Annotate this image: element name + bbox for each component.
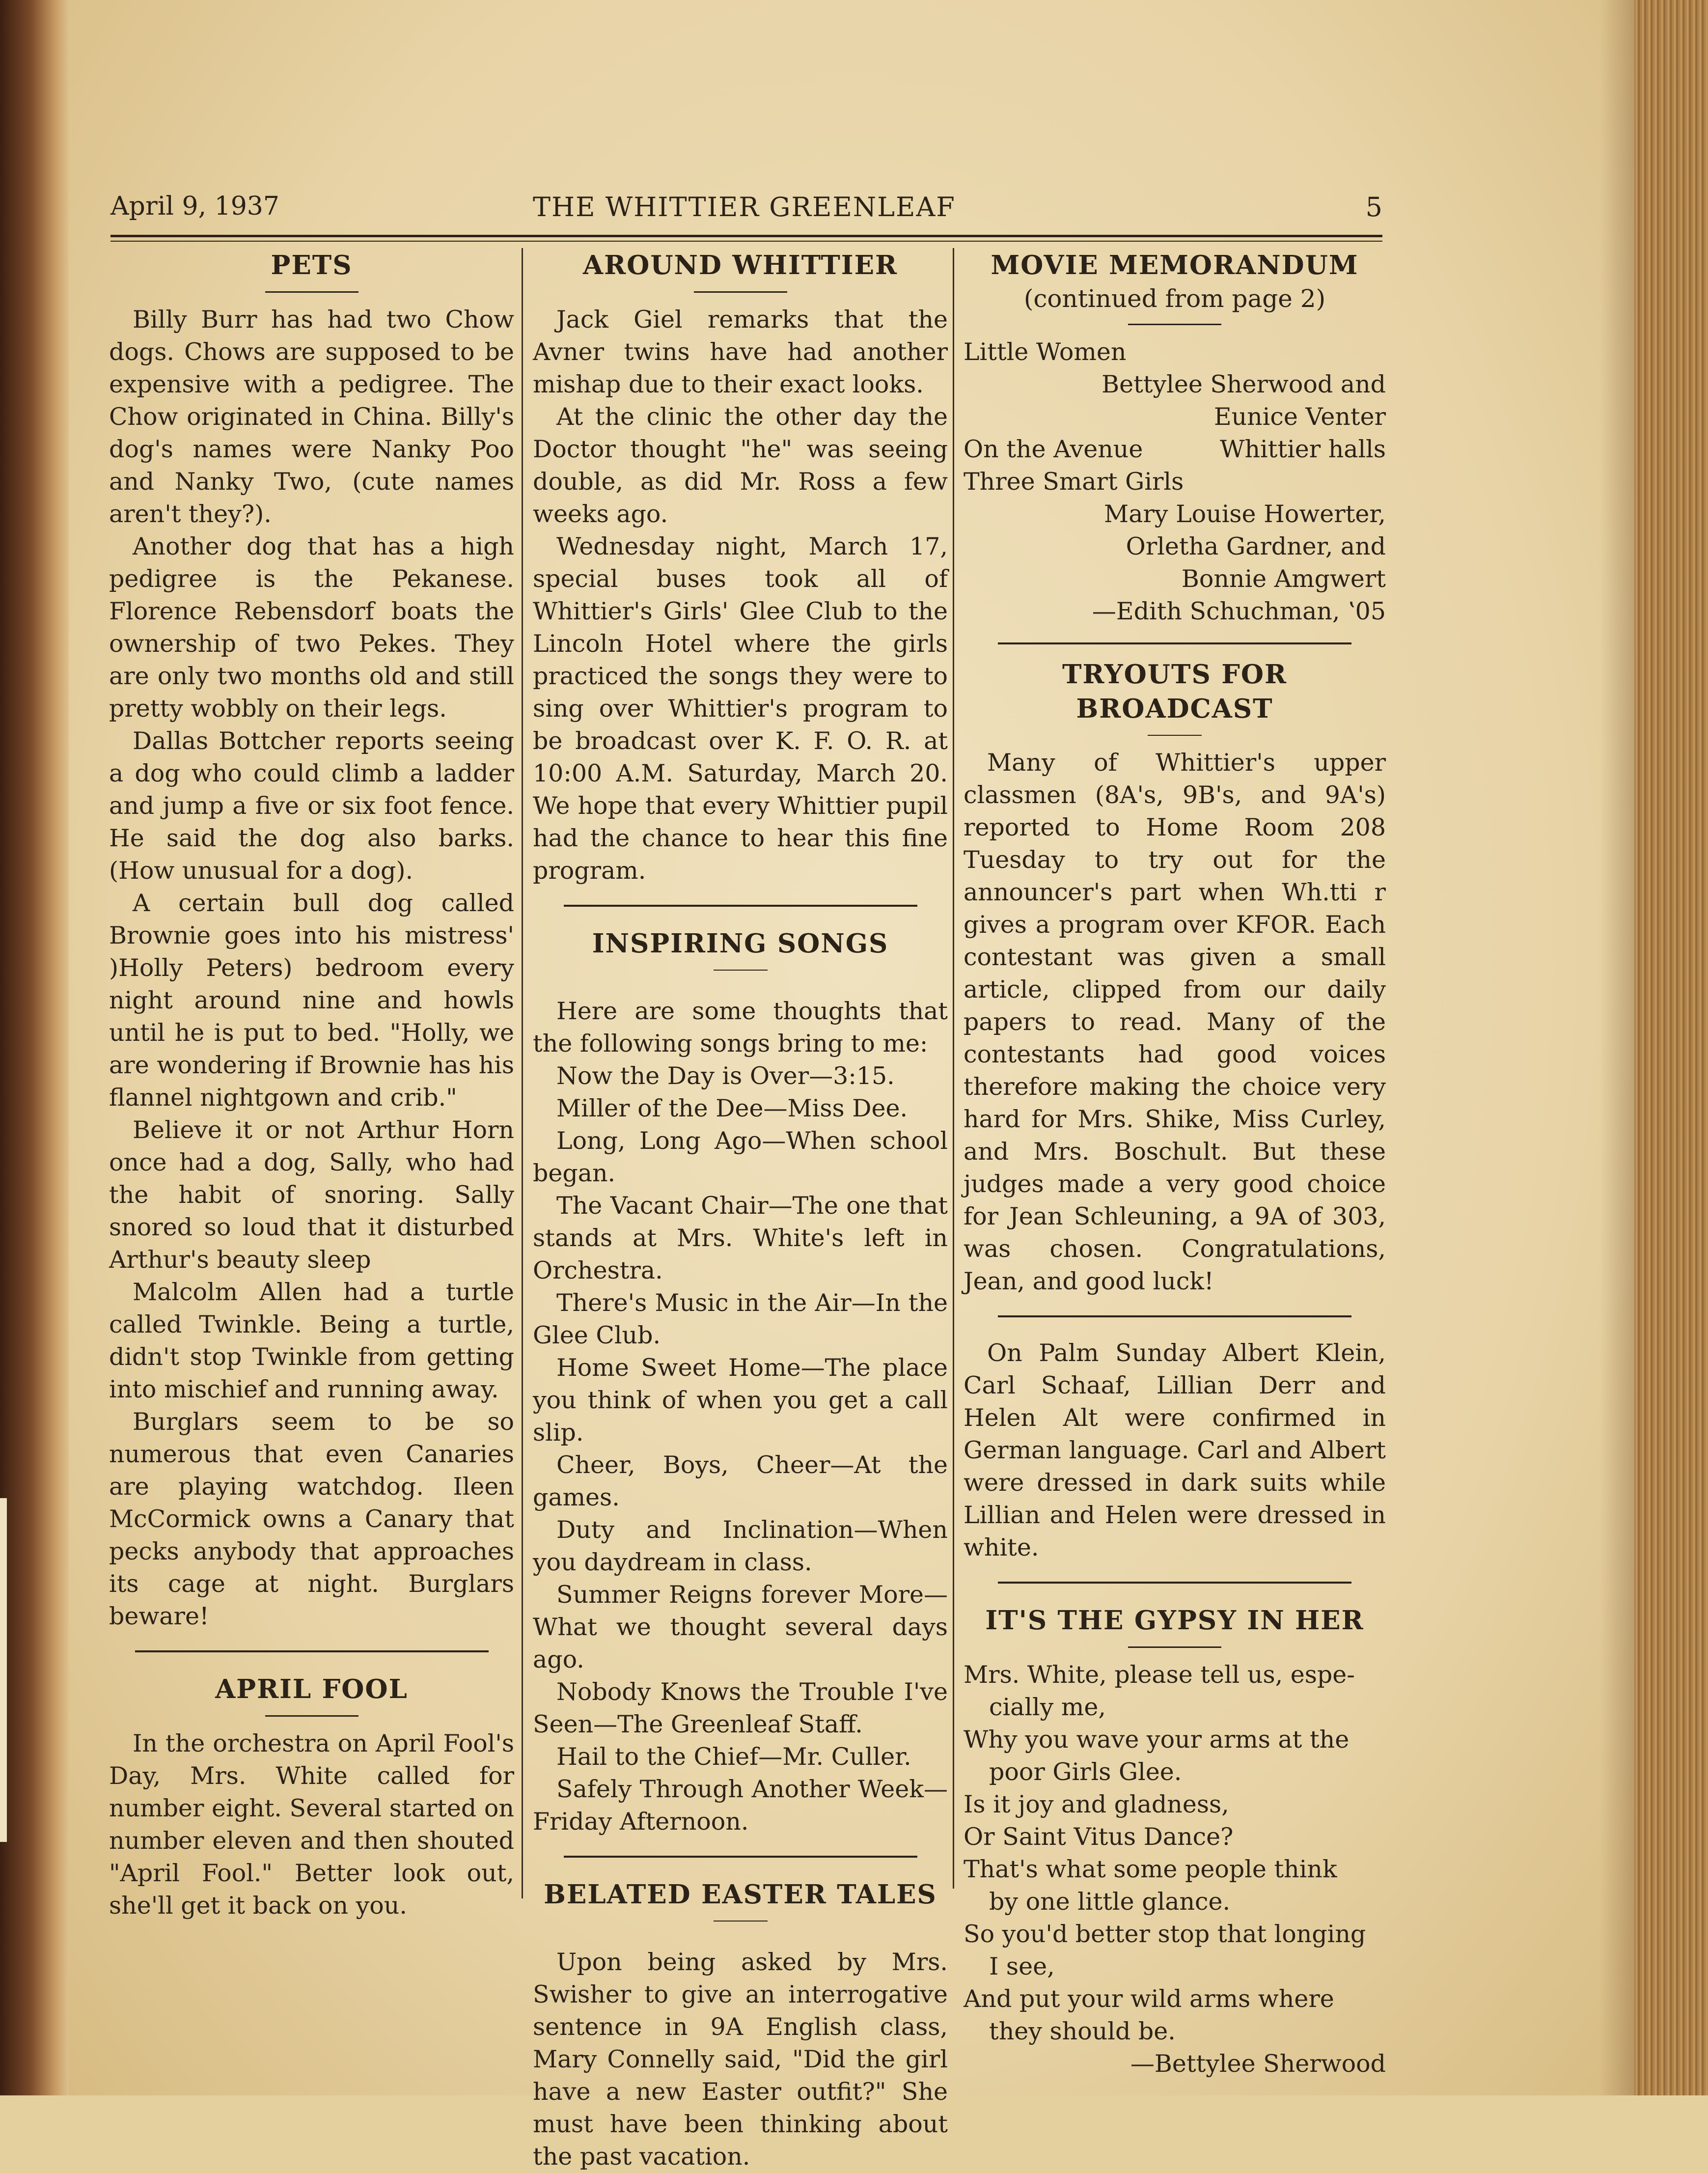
belated-easter-paragraph: Upon being asked by Mrs. Swisher to give an interrogative sentence in 9A English class, Mary Connelly said, "Did the girl have a new Easter outfit?" She must have been thinking about the past vacation. (533, 1948, 948, 2171)
poem-line: cially me, (989, 1693, 1106, 1721)
pets-paragraph: Believe it or not Arthur Horn once had a dog, Sally, who had the habit of snoring. Sally snored so loud that it disturbed Arthur's beauty sleep (109, 1116, 514, 1274)
poem-line: Or Saint Vitus Dance? (964, 1823, 1234, 1851)
song-item: Hail to the Chief—Mr. Culler. (556, 1743, 911, 1771)
poem-line: That's what some people think (964, 1855, 1337, 1883)
april-fool-heading: APRIL FOOL (215, 1674, 408, 1704)
song-item: The Vacant Chair—The one that stands at Mrs. White's left in Orchestra. (533, 1192, 948, 1284)
song-item: Duty and Inclination—When you daydream in class. (533, 1516, 948, 1576)
songs-intro: Here are some thoughts that the following songs bring to me: (533, 997, 948, 1058)
section-rule (714, 970, 768, 971)
pets-paragraph: A certain bull dog called Brownie goes into his mistress' )Holly Peters) bedroom every night around nine and howls until he is put to bed. "Holly, we are wondering if Brownie has his flannel nightgown and crib." (109, 889, 514, 1112)
movie-line: Orletha Gardner, and (1126, 532, 1386, 560)
section-rule (1128, 324, 1221, 325)
section-rule (694, 291, 787, 293)
issue-date: April 9, 1937 (110, 192, 279, 221)
newspaper-title: THE WHITTIER GREENLEAF (533, 192, 956, 223)
movie-line-pair (964, 433, 1386, 466)
section-rule (998, 1582, 1351, 1584)
column-divider (522, 248, 523, 1898)
pets-paragraph: Malcolm Allen had a turtle called Twinkle. Being a turtle, didn't stop Twinkle from getting into mischief and running away. (109, 1278, 514, 1403)
song-item: There's Music in the Air—In the Glee Club. (533, 1289, 948, 1349)
song-item: Miller of the Dee—Miss Dee. (556, 1094, 908, 1122)
around-whittier-paragraph: Jack Giel remarks that the Avner twins have had another mishap due to their exact looks. (533, 306, 948, 398)
tryouts-paragraph: Many of Whittier's upper classmen (8A's, 9B's, and 9A's) reported to Home Room 208 Tuesday to try out for the announcer's part when Wh.tti r gives a program over KFOR. Each contestant was given a small article, clipped from our daily papers to read. Many of the contestants had good voices therefore making the choice very hard for Mrs. Shike, Miss Curley, and Mrs. Boschult. But these judges made a very good choice for Jean Schleuning, a 9A of 303, was chosen. Congratulations, Jean, and good luck! (964, 749, 1386, 1295)
poem-line: Is it joy and gladness, (964, 1790, 1229, 1818)
poem-line: I see, (989, 1952, 1055, 1980)
spacer (533, 981, 948, 995)
palm-sunday-paragraph: On Palm Sunday Albert Klein, Carl Schaaf, Lillian Derr and Helen Alt were confirmed in German language. Carl and Albert were dressed in dark suits while Lillian and Helen were dressed in white. (964, 1339, 1386, 1561)
page-edge-shadow (1600, 0, 1634, 2095)
song-item: Cheer, Boys, Cheer—At the games. (533, 1451, 948, 1511)
gypsy-heading: IT'S THE GYPSY IN HER (985, 1605, 1364, 1636)
section-rule (265, 291, 358, 293)
poem-line: So you'd better stop that longing (964, 1920, 1366, 1948)
movie-byline: —Edith Schuchman, ʽ05 (1092, 597, 1386, 625)
page-stack-edge (1634, 0, 1708, 2095)
section-rule (564, 1856, 917, 1858)
song-item: Summer Reigns forever More—What we thought several days ago. (533, 1581, 948, 1673)
poem-line: poor Girls Glee. (989, 1758, 1182, 1786)
movie-line: On the Avenue (964, 435, 1143, 463)
poem-line: And put your wild arms where (964, 1985, 1334, 2013)
belated-easter-heading: BELATED EASTER TALES (544, 1879, 937, 1910)
section-rule (564, 905, 917, 907)
around-whittier-heading: AROUND WHITTIER (582, 250, 898, 280)
movie-line: Three Smart Girls (964, 468, 1184, 496)
section-rule (714, 1921, 768, 1922)
song-item: Safely Through Another Week—Friday Afternoon. (533, 1775, 948, 1836)
pets-heading: PETS (271, 250, 353, 280)
movie-memorandum-heading: MOVIE MEMORANDUM (991, 250, 1359, 280)
movie-memorandum-subheading: (continued from page 2) (1023, 284, 1326, 313)
poem-line: Mrs. White, please tell us, espe- (964, 1661, 1355, 1689)
poem-byline: —Bettylee Sherwood (1130, 2050, 1386, 2078)
header-rule-thin (110, 241, 1382, 242)
poem-line: by one little glance. (989, 1888, 1231, 1916)
section-rule (265, 1715, 358, 1717)
section-rule (998, 642, 1351, 644)
song-item: Long, Long Ago—When school began. (533, 1127, 948, 1187)
header-rule (110, 235, 1382, 237)
movie-line: Whittier halls (1220, 435, 1386, 463)
movie-line: Mary Louise Howerter, (1104, 500, 1386, 528)
pets-paragraph: Billy Burr has had two Chow dogs. Chows are supposed to be expensive with a pedigree. The Chow originated in China. Billy's dog's names were Nanky Poo and Nanky Two, (cute names aren't they?). (109, 306, 514, 528)
song-item: Nobody Knows the Trouble I've Seen—The Greenleaf Staff. (533, 1678, 948, 1738)
column-left (109, 248, 514, 1922)
movie-line: Little Women (964, 338, 1127, 366)
column-middle (533, 248, 948, 2173)
inspiring-songs-heading: INSPIRING SONGS (592, 928, 889, 959)
around-whittier-paragraph: Wednesday night, March 17, special buses took all of Whittier's Girls' Glee Club to the Lincoln Hotel where the girls practiced the songs they were to sing over Whittier's program to be broadcast over K. F. O. R. at 10:00 A.M. Saturday, March 20. We hope that every Whittier pupil had the chance to hear this fine program. (533, 532, 948, 885)
april-fool-paragraph: In the orchestra on April Fool's Day, Mrs. White called for number eight. Several started on number eleven and then shouted "April Fool." Better look out, she'll get it back on you. (109, 1729, 514, 1920)
song-item: Now the Day is Over—3:15. (556, 1062, 895, 1090)
column-divider (953, 248, 954, 1889)
pets-paragraph: Dallas Bottcher reports seeing a dog who could climb a ladder and jump a five or six foot fence. He said the dog also barks. (How unusual for a dog). (109, 727, 514, 885)
movie-line: Bonnie Amgwert (1181, 565, 1386, 593)
page-number: 5 (1365, 192, 1382, 223)
poem-line: Why you wave your arms at the (964, 1726, 1350, 1754)
binding-strip (0, 1498, 7, 1842)
pets-paragraph: Another dog that has a high pedigree is the Pekanese. Florence Rebensdorf boats the ownership of two Pekes. They are only two months old and still pretty wobbly on their legs. (109, 532, 514, 723)
section-rule (1128, 1646, 1221, 1648)
around-whittier-paragraph: At the clinic the other day the Doctor thought "he" was seeing double, as did Mr. Ross a few weeks ago. (533, 403, 948, 528)
page-header (110, 192, 1382, 241)
pets-paragraph: Burglars seem to be so numerous that even Canaries are playing watchdog. Ileen McCormick owns a Canary that pecks anybody that approaches its cage at night. Burglars beware! (109, 1408, 514, 1630)
movie-line: Bettylee Sherwood and (1102, 370, 1386, 398)
song-item: Home Sweet Home—The place you think of when you get a call slip. (533, 1354, 948, 1447)
section-rule (135, 1650, 489, 1652)
spacer (533, 1932, 948, 1946)
column-right (964, 248, 1386, 2080)
tryouts-heading: TRYOUTS FOR BROADCAST (1062, 659, 1288, 724)
movie-line: Eunice Venter (1213, 403, 1386, 431)
poem-line: they should be. (989, 2017, 1176, 2045)
section-rule (998, 1315, 1351, 1317)
section-rule (1148, 735, 1202, 736)
book-spine (0, 0, 69, 2095)
